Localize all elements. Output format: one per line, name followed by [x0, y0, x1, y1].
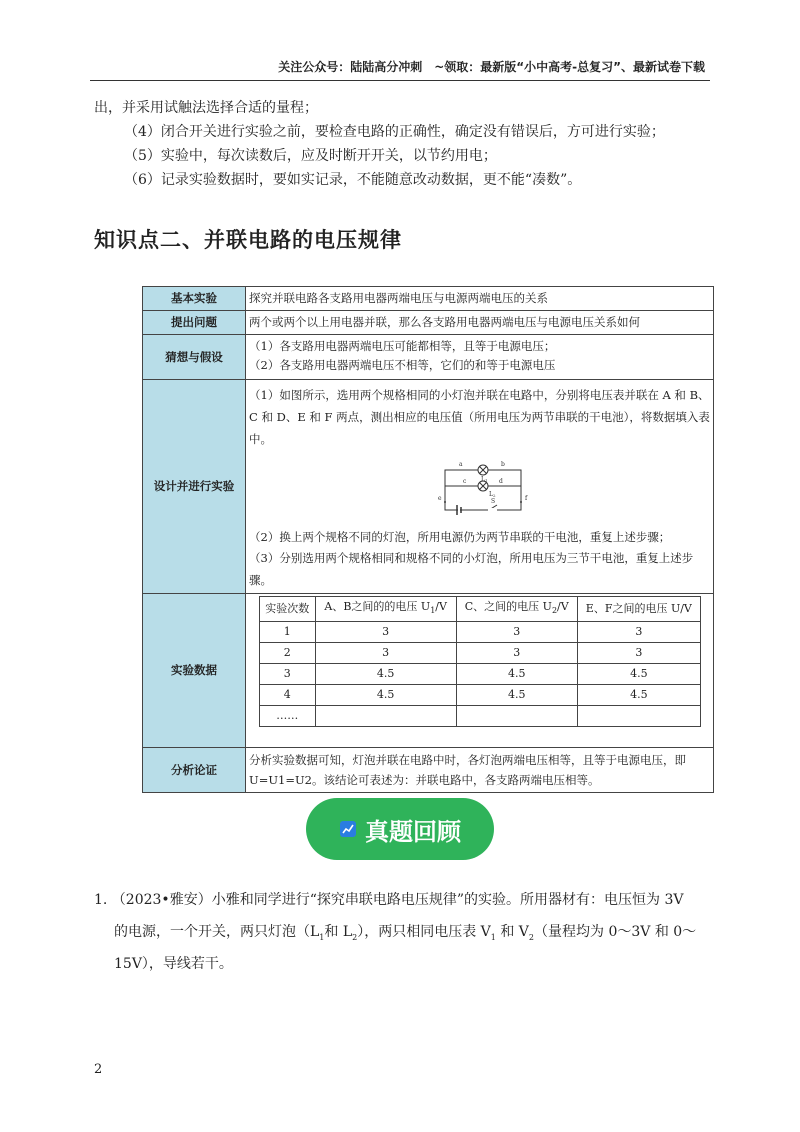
row-label: 设计并进行实验 [143, 380, 246, 594]
row-content: 两个或两个以上用电器并联，那么各支路用电器两端电压与电源电压关系如何 [246, 311, 714, 335]
header-cell [315, 597, 456, 622]
page-header: 关注公众号：陆陆高分冲刺 ~领取：最新版“小中高考-总复习”、最新试卷下载 [278, 60, 705, 74]
header-unit: /V [557, 600, 569, 613]
row-label: 提出问题 [143, 311, 246, 335]
data-cell [456, 706, 577, 727]
design-step-3: （3）分别选用两个规格相同和规格不同的小灯泡，所用电压为三节干电池，重复上述步骤。 [249, 551, 694, 587]
data-cell: …… [260, 706, 316, 727]
q-sub: 2 [528, 932, 534, 942]
data-row [260, 664, 701, 685]
data-header-row [260, 597, 701, 622]
data-cell: 3 [260, 664, 316, 685]
lamp-l1-sub: 1 [485, 478, 488, 483]
circuit-diagram [437, 456, 533, 522]
point-d: d [499, 478, 503, 485]
q-sub: 1 [319, 932, 325, 942]
data-cell [577, 706, 700, 727]
header-sub: 1 [430, 606, 436, 616]
data-cell: 3 [577, 622, 700, 643]
header-text: A、B之间的的电压 U [324, 600, 431, 613]
header-cell [456, 597, 577, 622]
row-content: 分析实验数据可知，灯泡并联在电路中时，各灯泡两端电压相等，且等于电源电压，即 U=U1=U2。该结论可表述为：并联电路中，各支路两端电压相等。 [246, 748, 714, 793]
badge-label: 真题回顾 [365, 817, 461, 846]
q-text: ），两只相同电压表 V [357, 924, 491, 940]
table-row [143, 594, 714, 748]
experiment-table [142, 286, 714, 793]
row-label: 分析论证 [143, 748, 246, 793]
row-content [246, 380, 714, 594]
data-cell: 3 [577, 643, 700, 664]
question-line-1: 1. （2023•雅安）小雅和同学进行“探究串联电路电压规律”的实验。所用器材有：电压恒为 3V [94, 892, 684, 908]
q-text: 和 V [495, 924, 529, 940]
header-sub: 2 [551, 606, 558, 616]
question-line-2 [114, 922, 696, 948]
table-row [143, 380, 714, 594]
point-e: e [438, 495, 442, 502]
row-content [246, 335, 714, 380]
row-label: 基本实验 [143, 287, 246, 311]
design-step-1: （1）如图所示，选用两个规格相同的小灯泡并联在电路中，分别将电压表并联在 A 和 B、C 和 D、E 和 F 两点，测出相应的电压值（所用电压为两节串联的干电池），将数据填入表中。 [249, 388, 710, 446]
header-text: C、之间的电压 U [464, 600, 552, 613]
section-title: 知识点二、并联电路的电压规律 [94, 228, 402, 252]
data-cell: 2 [260, 643, 316, 664]
row-content [246, 594, 714, 748]
review-badge [306, 798, 494, 860]
data-cell: 4.5 [456, 685, 577, 706]
data-row [260, 706, 701, 727]
chart-icon [339, 820, 357, 838]
row-label: 实验数据 [143, 594, 246, 748]
data-cell: 3 [315, 643, 456, 664]
point-c: c [463, 478, 467, 485]
data-row [260, 643, 701, 664]
q-text: （量程均为 0～3V 和 0～ [534, 924, 697, 940]
switch-gap [488, 508, 497, 512]
battery-gap [458, 508, 460, 512]
header-cell: E、F之间的电压 U/V [577, 597, 700, 622]
table-row [143, 287, 714, 311]
junction-dot [520, 501, 522, 503]
data-cell: 4.5 [577, 685, 700, 706]
header-divider [90, 80, 710, 81]
data-table [259, 596, 701, 727]
switch-label: S [491, 498, 496, 505]
data-cell: 4.5 [456, 664, 577, 685]
q-text: 和 L [324, 924, 353, 940]
page-number: 2 [94, 1062, 103, 1077]
data-row [260, 622, 701, 643]
hypothesis-2: （2）各支路用电器两端电压不相等，它们的和等于电源电压 [249, 358, 556, 372]
point-b: b [501, 461, 505, 468]
q-text: 的电源，一个开关，两只灯泡（L [114, 924, 320, 940]
data-cell: 4.5 [315, 685, 456, 706]
intro-line-1: 出，并采用试触法选择合适的量程； [94, 100, 318, 116]
data-cell [315, 706, 456, 727]
data-row [260, 685, 701, 706]
data-cell: 3 [315, 622, 456, 643]
q-sub: 1 [490, 932, 496, 942]
data-cell: 4.5 [315, 664, 456, 685]
intro-line-2: （4）闭合开关进行实验之前，要检查电路的正确性，确定没有错误后，方可进行实验； [124, 124, 665, 140]
data-cell: 1 [260, 622, 316, 643]
table-row [143, 311, 714, 335]
lamp-l2-label: L [489, 491, 493, 498]
lamp-l1-label: L [481, 476, 485, 483]
row-label: 猜想与假设 [143, 335, 246, 380]
table-row [143, 335, 714, 380]
header-unit: /V [435, 600, 447, 613]
data-cell: 4.5 [577, 664, 700, 685]
intro-line-3: （5）实验中，每次读数后，应及时断开开关，以节约用电； [124, 148, 497, 164]
q-sub: 2 [352, 932, 358, 942]
data-cell: 3 [456, 643, 577, 664]
design-step-2: （2）换上两个规格不同的灯泡，所用电源仍为两节串联的干电池，重复上述步骤； [249, 530, 671, 544]
data-cell: 4 [260, 685, 316, 706]
intro-line-4: （6）记录实验数据时，要如实记录，不能随意改动数据，更不能“凑数”。 [124, 172, 582, 188]
point-a: a [459, 461, 463, 468]
table-row [143, 748, 714, 793]
header-cell: 实验次数 [260, 597, 316, 622]
question-line-3: 15V），导线若干。 [114, 956, 233, 972]
point-f: f [525, 495, 528, 502]
hypothesis-1: （1）各支路用电器两端电压可能都相等，且等于电源电压； [249, 339, 556, 353]
junction-dot [444, 501, 446, 503]
row-content: 探究并联电路各支路用电器两端电压与电源两端电压的关系 [246, 287, 714, 311]
data-cell: 3 [456, 622, 577, 643]
lamp-l2-sub: 2 [493, 493, 496, 498]
